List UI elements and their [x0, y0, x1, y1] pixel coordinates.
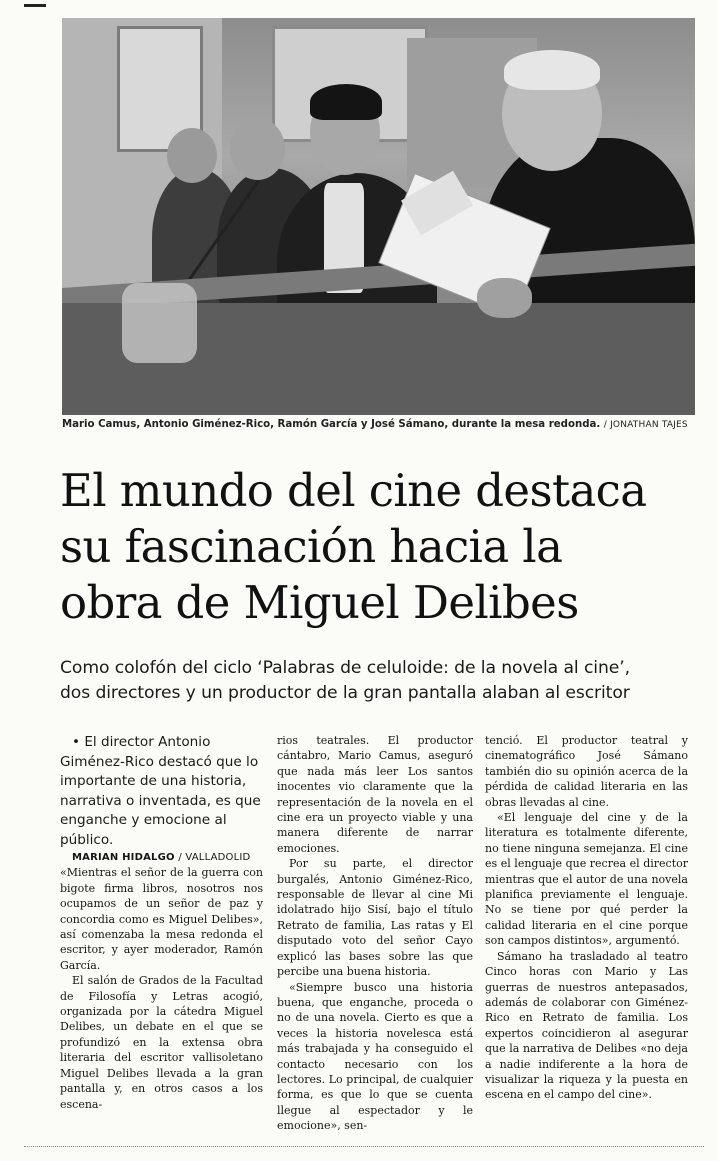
- paragraph: Sámano ha trasladado al teatro Cinco horas con Mario y Las guerras de nuestros antepasados, además de colaborar con Giménez-Rico en Retrato de familia. Los expertos coincidieron al asegurar que la narrativa de Delibes «no deja a nadie indiferente a la hora de visualizar la riqueza y la puesta en escena en el campo del cine».: [485, 949, 688, 1102]
- article-column-1: [60, 733, 263, 1112]
- article-column-2: [277, 733, 473, 1134]
- headline-line: su fascinación hacia la: [60, 520, 563, 573]
- paragraph: «Siempre busco una historia buena, que enganche, proceda o no de una novela. Cierto es que a veces la historia novelesca está más trabajada y ha conseguido el contacto necesario con los lectores. Lo principal, de cualquier forma, es que lo que se cuenta llegue al espectador y le emocione», sen-: [277, 980, 473, 1133]
- article-column-3: [485, 733, 688, 1103]
- corner-mark: [24, 4, 46, 7]
- paragraph: rios teatrales. El productor cántabro, Mario Camus, aseguró que nada más leer Los santos inocentes vio claramente que la representación de la novela en el cine era un proyecto viable y una manera diferente de narrar emociones.: [277, 734, 473, 855]
- subheadline: [60, 656, 710, 706]
- paragraph: Por su parte, el director burgalés, Antonio Giménez-Rico, responsable de llevar al cine Mi idolatrado hijo Sisí, bajo el título Retrato de familia, Las ratas y El disputado voto del señor Cayo explicó las bases sobre las que percibe una buena historia.: [277, 857, 473, 979]
- bottom-rule: [24, 1146, 704, 1147]
- paragraph: El salón de Grados de la Facultad de Filosofía y Letras acogió, organizada por la cátedra Miguel Delibes, un debate en el que se profundizó en la extensa obra literaria del escritor vallisoletano Miguel Delibes llevada a la gran pantalla y, en otros casos a los escena-: [60, 974, 263, 1111]
- photo-credit: / JONATHAN TAJES: [603, 420, 688, 430]
- photo-caption: [62, 419, 702, 430]
- headline-line: El mundo del cine destaca: [60, 464, 647, 517]
- caption-text: Mario Camus, Antonio Giménez-Rico, Ramón García y José Sámano, durante la mesa redonda.: [62, 419, 601, 430]
- subhead-line: dos directores y un productor de la gran pantalla alaban al escritor: [60, 683, 630, 703]
- byline: [60, 850, 263, 865]
- pull-quote: • El director Antonio Giménez-Rico destacó que lo importante de una historia, narrativa o inventada, es que enganche y emocione al público.: [60, 734, 261, 848]
- news-photo: [62, 18, 695, 415]
- paragraph: «El lenguaje del cine y de la literatura es totalmente diferente, no tiene ninguna semejanza. El cine es el lenguaje que recrea el director mientras que el autor de una novela planifica previamente el lenguaje. No se tiene por qué perder la calidad literaria en el cine porque son campos distintos», argumentó.: [485, 811, 688, 948]
- byline-place: / VALLADOLID: [178, 852, 251, 863]
- paragraph: «Mientras el señor de la guerra con bigote firma libros, nosotros nos ocupamos de un señor de paz y concordia como es Miguel Delibes», así comenzaba la mesa redonda el escritor, y ayer moderador, Ramón García.: [60, 866, 263, 972]
- subhead-line: Como colofón del ciclo ‘Palabras de celuloide: de la novela al cine’,: [60, 658, 630, 678]
- paragraph: tenció. El productor teatral y cinematográfico José Sámano también dio su opinión acerca de la pérdida de calidad literaria en las obras llevadas al cine.: [485, 734, 688, 809]
- headline: [60, 463, 710, 631]
- headline-line: obra de Miguel Delibes: [60, 576, 579, 629]
- byline-author: MARIAN HIDALGO: [72, 852, 175, 863]
